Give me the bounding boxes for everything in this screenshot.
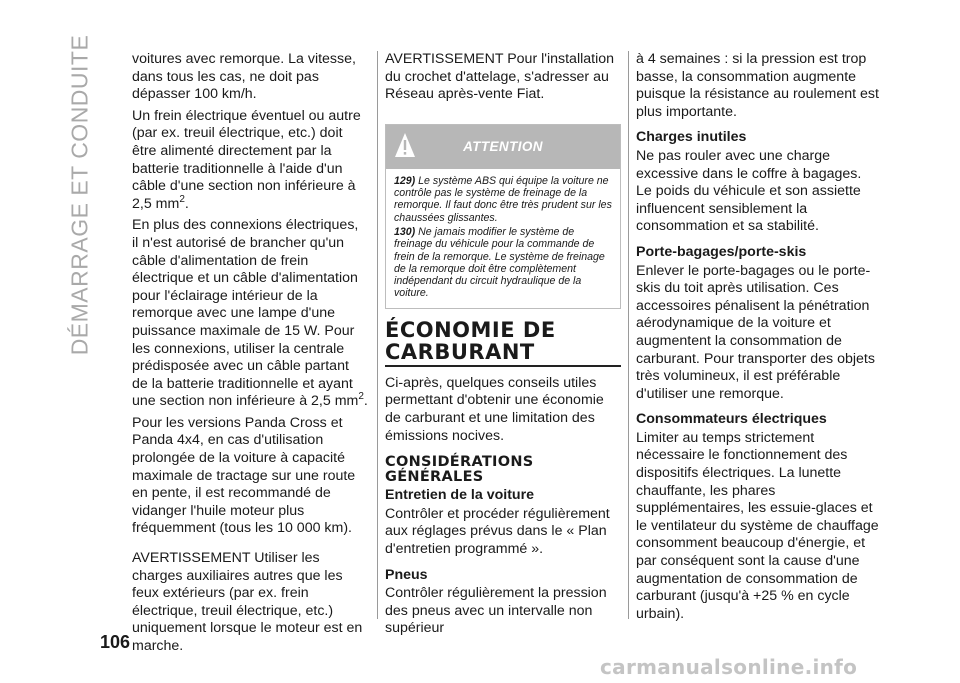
paragraph: voitures avec remorque. La vitesse, dans tous les cas, ne doit pas dépasser 100 km/h. xyxy=(132,51,356,103)
paragraph: Contrôler et procéder régulièrement aux réglages prévus dans le « Plan d'entretien programmé ». xyxy=(385,505,610,557)
page-number: 106 xyxy=(100,632,131,652)
paragraph: Pour les versions Panda Cross et Panda 4x4, en cas d'utilisation prolongée de la voiture à capacité maximale de tractage sur une route en pente, il est recommandé de vidanger l'huile moteur plus fréquemment (tous les 10 000 km). xyxy=(132,414,356,537)
paragraph: à 4 semaines : si la pression est trop basse, la consommation augmente puisque la résistance au roulement est plus importante. xyxy=(636,51,879,120)
warning-paragraph: AVERTISSEMENT Utiliser les charges auxiliaires autres que les feux extérieurs (par ex. frein électrique, treuil électrique, etc.) uniquement lorsque le moteur est en marche. xyxy=(132,550,363,654)
paragraph: Enlever le porte-bagages ou le porte-skis du toit après utilisation. Ces accessoires pénalisent la pénétration aérodynamique de la voiture et augmentent la consommation de carburant. Pour transporter des objets très volumineux, il est préférable d'utiliser une remorque. xyxy=(636,262,875,402)
paragraph: Un frein électrique éventuel ou autre (par ex. treuil électrique, etc.) doit être alimenté directement par la batterie traditionnelle à l'aide d'un câble d'une section non inférieure à 2,5 $mm^2$. xyxy=(132,107,361,212)
paragraph: Limiter au temps strictement nécessaire le fonctionnement des dispositifs électriques. La lunette chauffante, les phares supplémentaires, les essuie-glaces et le ventilateur du système de chauffage consomment beaucoup d'énergie, et par conséquent sont la cause d'une augmentation de consommation de carburant (jusqu'à +25 % en cycle urbain). xyxy=(636,429,879,622)
column-1 xyxy=(132,51,368,660)
attention-title: ATTENTION xyxy=(463,138,543,154)
heading-rule xyxy=(385,365,621,367)
attention-item: 129) Le système ABS qui équipe la voiture ne contrôle pas le système de freinage de la remorque. Il faut donc être très prudent sur les chaussées glissantes. xyxy=(394,174,612,224)
attention-box xyxy=(385,124,621,309)
topic-heading: Consommateurs électriques xyxy=(636,411,827,428)
attention-header xyxy=(386,125,620,169)
subsection-heading: CONSIDÉRATIONS GÉNÉRALES xyxy=(385,454,534,486)
paragraph: Ne pas rouler avec une charge excessive dans le coffre à bagages. Le poids du véhicule et son assiette influencent sensiblement la consommation et sa stabilité. xyxy=(636,147,862,235)
paragraph: En plus des connexions électriques, il n'est autorisé de brancher qu'un câble d'alimentation de frein électrique et un câble d'alimentation pour l'éclairage intérieur de la remorque avec une lampe d'une puissance maximale de 15 W. Pour les connexions, utiliser la centrale prédisposée avec un câble partant de la batterie traditionnelle et ayant une section non inférieure à 2,5 $mm^2$. xyxy=(132,217,368,410)
column-2 xyxy=(385,51,621,642)
paragraph: Ci-après, quelques conseils utiles permettant d'obtenir une économie de carburant et une limitation des émissions nocives. xyxy=(385,374,604,444)
watermark: carmanualsonline.info xyxy=(600,655,858,679)
warning-paragraph: AVERTISSEMENT Pour l'installation du crochet d'attelage, s'adresser au Réseau après-vente Fiat. xyxy=(385,51,615,103)
topic-heading: Entretien de la voiture xyxy=(385,487,535,504)
chapter-side-title-text: DÉMARRAGE ET CONDUITE xyxy=(66,34,93,356)
section-heading: ÉCONOMIE DE CARBURANT xyxy=(385,317,556,364)
attention-item: 130) Ne jamais modifier le système de freinage du véhicule pour la commande de frein de la remorque. Le système de freinage de la remorque doit être complètement indépendant du circuit hydraulique de la voiture. xyxy=(394,225,605,300)
topic-heading: Pneus xyxy=(385,566,428,583)
topic-heading: Porte-bagages/porte-skis xyxy=(636,243,807,260)
topic-heading: Charges inutiles xyxy=(636,129,747,146)
paragraph: Contrôler régulièrement la pression des pneus avec un intervalle non supérieur xyxy=(385,585,607,637)
column-divider-2 xyxy=(628,51,629,619)
attention-body xyxy=(386,169,620,308)
column-divider-1 xyxy=(377,51,378,619)
column-3 xyxy=(636,51,880,627)
chapter-side-title xyxy=(60,34,100,356)
